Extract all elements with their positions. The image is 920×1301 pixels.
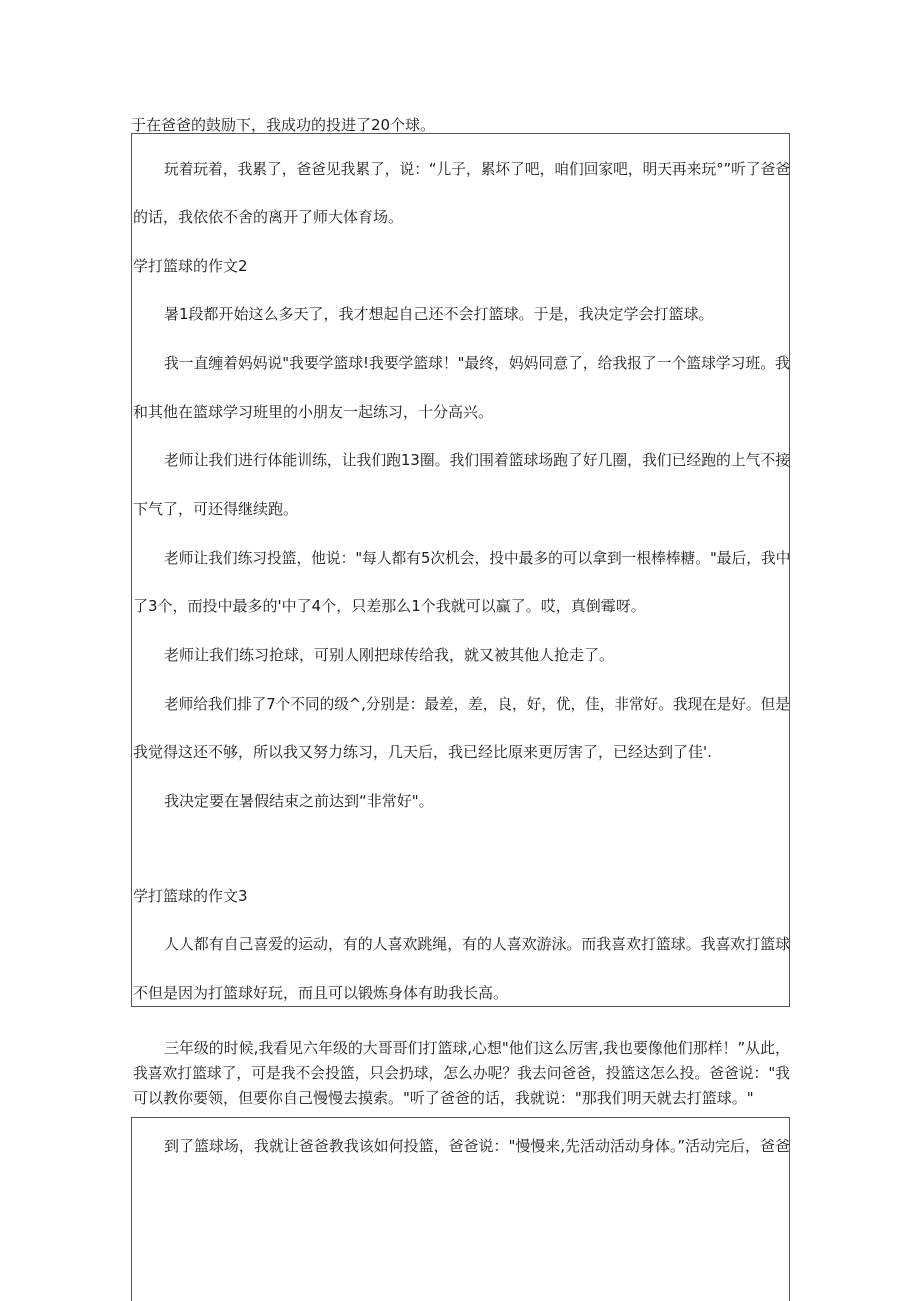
text-line: 于在爸爸的鼓励下，我成功的投进了20个球。 xyxy=(131,116,436,134)
text-line: 我决定要在暑假结束之前达到“非常好"。 xyxy=(164,792,434,810)
text-line: 老师让我们练习投篮，他说："每人都有5次机会，投中最多的可以拿到一根棒棒糖。"最后，我中 xyxy=(164,549,791,567)
text-line: 我一直缠着妈妈说"我要学篮球!我要学篮球！"最终，妈妈同意了，给我报了一个篮球学习班。我 xyxy=(164,354,790,372)
text-line: 我喜欢打篮球了，可是我不会投篮，只会扔球，怎么办呢？我去问爸爸，投篮这怎么投。爸爸说："我 xyxy=(133,1064,790,1082)
text-line: 了3个，而投中最多的'中了4个，只差那么1个我就可以赢了。哎，真倒霉呀。 xyxy=(133,597,646,615)
text-line: 玩着玩着，我累了，爸爸见我累了，说：“儿子，累坏了吧，咱们回家吧，明天再来玩°”听了爸爸 xyxy=(164,160,791,178)
text-line: 可以教你要领，但要你自己慢慢去摸索。"听了爸爸的话，我就说："那我们明天就去打篮球。" xyxy=(133,1089,754,1107)
text-line: 暑1段都开始这么多天了，我才想起自己还不会打篮球。于是，我决定学会打篮球。 xyxy=(164,305,714,323)
text-line: 三年级的时候,我看见六年级的大哥哥们打篮球,心想"他们这么厉害,我也要像他们那样！”从此， xyxy=(164,1039,790,1057)
text-line: 人人都有自己喜爱的运动，有的人喜欢跳绳，有的人喜欢游泳。而我喜欢打篮球。我喜欢打篮球 xyxy=(164,935,791,953)
text-line: 和其他在篮球学习班里的小朋友一起练习，十分高兴。 xyxy=(133,403,494,421)
section-heading: 学打篮球的作文3 xyxy=(133,887,248,905)
text-line: 老师让我们练习抢球，可别人刚把球传给我，就又被其他人抢走了。 xyxy=(164,646,615,664)
section-heading: 学打篮球的作文2 xyxy=(133,257,248,275)
text-line: 我觉得这还不够，所以我又努力练习，几天后，我已经比原来更厉害了，已经达到了佳'. xyxy=(133,743,712,761)
text-line: 到了篮球场，我就让爸爸教我该如何投篮，爸爸说："慢慢来,先活动活动身体。”活动完后，爸爸 xyxy=(164,1137,790,1155)
text-line: 的话，我依依不舍的离开了师大体育场。 xyxy=(133,208,404,226)
text-line: 下气了，可还得继续跑。 xyxy=(133,500,299,518)
text-line: 老师给我们排了7个不同的级^,分别是：最差，差，良，好，优，佳，非常好。我现在是好。但是 xyxy=(164,695,790,713)
text-line: 老师让我们进行体能训练，让我们跑13圈。我们围着篮球场跑了好几圈，我们已经跑的上气不接 xyxy=(164,451,791,469)
text-line: 不但是因为打篮球好玩，而且可以锻炼身体有助我长高。 xyxy=(133,984,509,1002)
